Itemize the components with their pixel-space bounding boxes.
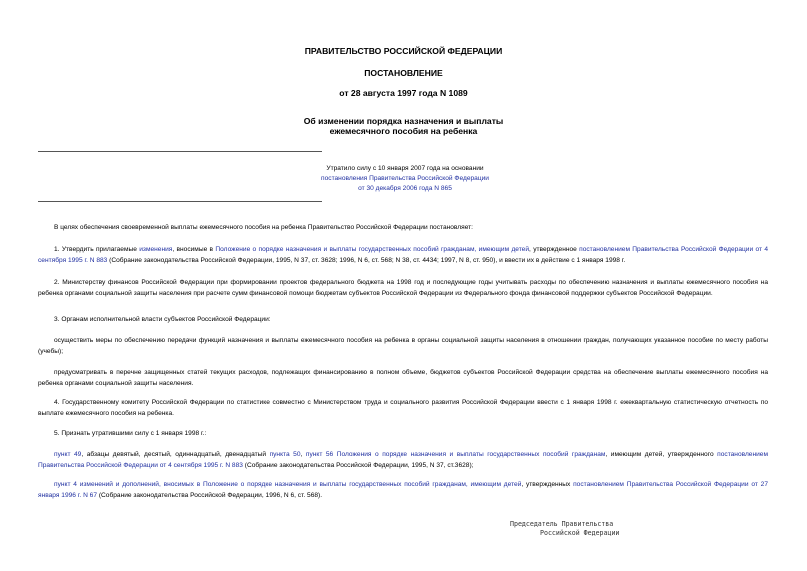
p1-text-c: , утвержденное [529, 246, 580, 253]
paragraph-1 [38, 244, 768, 266]
p5a-text-e: (Собрание законодательства Российской Федерации, 1995, N 37, ст.3628); [242, 462, 474, 469]
p5b-text-c: (Собрание законодательства Российской Федерации, 1996, N 6, ст. 568). [97, 492, 323, 499]
date-number-heading: от 28 августа 1997 года N 1089 [339, 88, 468, 98]
paragraph-3a: осуществить меры по обеспечению передачи функций назначения и выплаты ежемесячного пособия на ребенка в органы социальной защиты населения в отношении граждан, получающих указанное пособие по месту работы (учебы); [38, 337, 768, 355]
divider-top [38, 151, 322, 152]
p1-text-a: 1. Утвердить прилагаемые [54, 246, 140, 253]
p5a-link-point56[interactable]: пункт 56 Положения о порядке назначения и выплаты государственных пособий гражданам [305, 451, 606, 458]
p1-link-decree[interactable]: постановлением Правительства Российской Федерации от 4 сентября 1995 г. N 883 [38, 246, 769, 264]
repeal-note-text: Утратило силу с 10 января 2007 года на основании [326, 165, 484, 172]
paragraph-3b: предусматривать в перечне защищенных статей текущих расходов, подлежащих финансированию в полном объеме, бюджетов субъектов Российской Федерации средства на обеспечение выплаты ежемесячного пособия на ребенка органами социальной защиты населения. [38, 369, 768, 387]
intro-paragraph: В целях обеспечения своевременной выплаты ежемесячного пособия на ребенка Правительство Российской Федерации постановляет: [54, 224, 474, 231]
signature-line-2: Российской Федерации [540, 529, 620, 537]
p5a-link-point49[interactable]: пункт 49 [54, 451, 82, 458]
title-line-1: Об изменении порядка назначения и выплаты [303, 116, 504, 126]
paragraph-5b [38, 479, 768, 501]
paragraph-3: 3. Органам исполнительной власти субъектов Российской Федерации: [54, 316, 271, 323]
title-line-2: ежемесячного пособия на ребенка [329, 126, 478, 136]
p1-text-d: (Собрание законодательства Российской Федерации, 1995, N 37, ст. 3628; 1996, N 6, ст. 568; N 38, ст. 4434; 1997, N 8, ст. 950), и ввести их в действие с 1 января 1998 г. [107, 257, 626, 264]
signature-line-1: Председатель Правительства [510, 520, 614, 528]
repeal-note [300, 164, 510, 194]
signature-block [510, 520, 619, 538]
repeal-note-link-2[interactable]: от 30 декабря 2006 года N 865 [358, 185, 452, 192]
divider-bottom [38, 201, 322, 202]
p5a-text-d: , имеющим детей, утвержденного [605, 451, 718, 458]
doc-type-heading: ПОСТАНОВЛЕНИЕ [364, 68, 443, 78]
paragraph-5a [38, 449, 768, 471]
p1-link-changes[interactable]: изменения [139, 246, 173, 253]
p5a-link-decree883[interactable]: постановлением Правительства Российской Федерации от 4 сентября 1995 г. N 883 [38, 451, 769, 469]
p5a-link-point50[interactable]: пункта 50 [269, 451, 301, 458]
p5b-link-point4[interactable]: пункт 4 изменений и дополнений, вносимых в Положение о порядке назначения и выплаты государственных пособий гражданам, имеющим детей [54, 481, 522, 488]
p5a-text-c: , [300, 451, 306, 458]
p5b-link-decree67[interactable]: постановлением Правительства Российской Федерации от 27 января 1996 г. N 67 [38, 481, 768, 499]
paragraph-5: 5. Признать утратившими силу с 1 января 1998 г.: [54, 430, 207, 437]
p5a-text-b: , абзацы девятый, десятый, одиннадцатый, двенадцатый [81, 451, 270, 458]
paragraph-4: 4. Государственному комитету Российской Федерации по статистике совместно с Министерством труда и социального развития Российской Федерации ввести с 1 января 1998 г. ежеквартальную статистическую отчетность по выплате ежемесячного пособия на ребенка. [38, 399, 768, 417]
repeal-note-link-1[interactable]: постановления Правительства Российской Федерации [321, 175, 489, 182]
p1-text-b: , вносимые в [172, 246, 216, 253]
paragraph-2: 2. Министерству финансов Российской Федерации при формировании проектов федерального бюджета на 1998 год и последующие годы учитывать расходы по обеспечению назначения и выплаты ежемесячного пособия на ребенка органами социальной защиты населения при расчете сумм финансовой помощи бюджетам субъектов Российской Федерации из Федерального фонда финансовой поддержки субъектов Российской Федерации. [38, 279, 768, 297]
p1-link-regulation[interactable]: Положение о порядке назначения и выплаты государственных пособий гражданам, имеющим детей [215, 246, 530, 253]
p5b-text-b: , утвержденных [521, 481, 574, 488]
org-heading: ПРАВИТЕЛЬСТВО РОССИЙСКОЙ ФЕДЕРАЦИИ [304, 46, 503, 56]
